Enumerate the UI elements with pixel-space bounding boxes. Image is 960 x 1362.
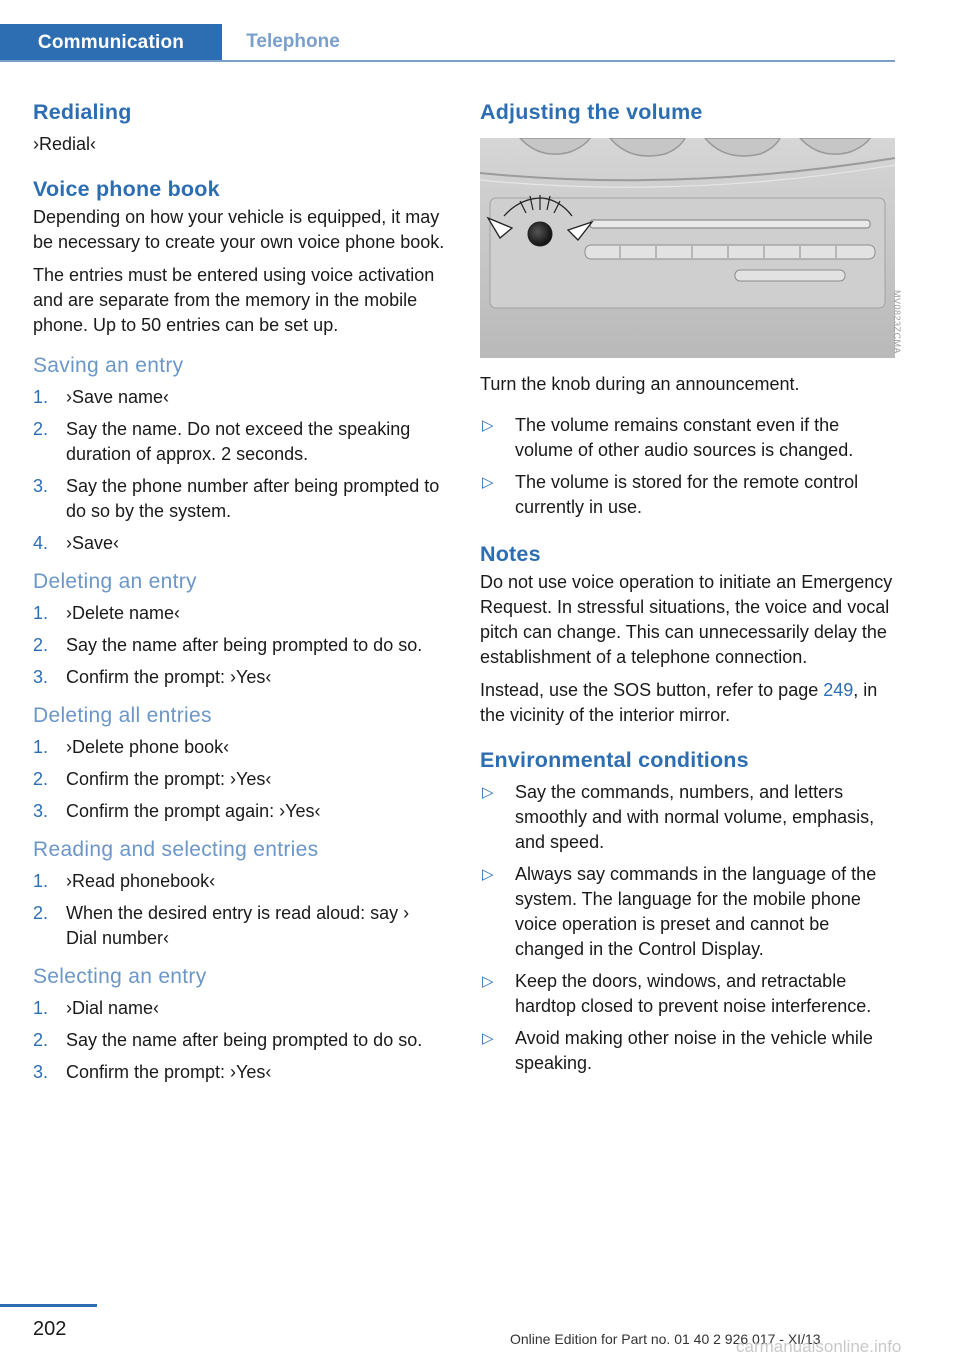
triangle-bullet-icon: ▷ bbox=[482, 784, 494, 801]
section-notes bbox=[480, 540, 898, 728]
list-item bbox=[33, 901, 445, 951]
list-item bbox=[33, 417, 445, 467]
step-text: Confirm the prompt: ›Yes‹ bbox=[66, 769, 272, 789]
left-column bbox=[33, 98, 445, 1097]
section-environmental-conditions bbox=[480, 746, 898, 1076]
heading-selecting-entry: Selecting an entry bbox=[33, 965, 207, 988]
bullet-text: Avoid making other noise in the vehicle while speaking. bbox=[515, 1028, 873, 1073]
list-item bbox=[33, 531, 445, 556]
tab-communication: Communication bbox=[0, 24, 222, 62]
step-text: ›Read phonebook‹ bbox=[66, 871, 216, 891]
step-text: Confirm the prompt: ›Yes‹ bbox=[66, 1062, 272, 1082]
voice-book-paragraph-1: Depending on how your vehicle is equipped, it may be necessary to create your own voice phone book. bbox=[33, 207, 445, 252]
dashboard-illustration bbox=[480, 138, 895, 358]
triangle-bullet-icon: ▷ bbox=[482, 417, 494, 434]
list-item bbox=[33, 474, 445, 524]
heading-deleting-all: Deleting all entries bbox=[33, 704, 212, 727]
list-item bbox=[33, 1060, 445, 1085]
step-text: ›Dial name‹ bbox=[66, 998, 160, 1018]
heading-adjusting-volume: Adjusting the volume bbox=[480, 100, 703, 124]
step-text: ›Delete name‹ bbox=[66, 603, 181, 623]
list-item bbox=[33, 601, 445, 626]
heading-notes: Notes bbox=[480, 542, 541, 566]
step-number: 1. bbox=[33, 737, 49, 757]
step-text: Say the name. Do not exceed the speaking duration of approx. 2 seconds. bbox=[66, 419, 411, 464]
environment-bullets bbox=[480, 780, 898, 1076]
deleting-all-steps bbox=[33, 735, 445, 824]
section-selecting-entry bbox=[33, 963, 445, 1085]
step-number: 1. bbox=[33, 998, 49, 1018]
step-text: Confirm the prompt: ›Yes‹ bbox=[66, 667, 272, 687]
bullet-text: The volume remains constant even if the volume of other audio sources is changed. bbox=[515, 415, 854, 460]
step-number: 3. bbox=[33, 1062, 49, 1082]
list-item bbox=[480, 862, 898, 962]
selecting-steps bbox=[33, 996, 445, 1085]
edition-note: Online Edition for Part no. 01 40 2 926 017 - XI/13 bbox=[510, 1331, 821, 1347]
right-column bbox=[480, 98, 898, 1088]
heading-environmental-conditions: Environmental conditions bbox=[480, 748, 749, 772]
notes-text-after-link: , in the vicinity of the interior mirror. bbox=[480, 680, 878, 725]
step-text: When the desired entry is read aloud: say › Dial number‹ bbox=[66, 903, 410, 948]
list-item bbox=[33, 996, 445, 1021]
notes-paragraph-2 bbox=[480, 678, 898, 728]
step-text: Say the phone number after being prompted to do so by the system. bbox=[66, 476, 440, 521]
list-item bbox=[33, 799, 445, 824]
triangle-bullet-icon: ▷ bbox=[482, 1030, 494, 1047]
list-item bbox=[33, 633, 445, 658]
deleting-steps bbox=[33, 601, 445, 690]
step-number: 1. bbox=[33, 603, 49, 623]
watermark: carmanualsonline.info bbox=[736, 1337, 902, 1356]
step-number: 3. bbox=[33, 801, 49, 821]
bullet-text: Say the commands, numbers, and letters smoothly and with normal volume, emphasis, and speed. bbox=[515, 782, 875, 852]
volume-knob-illustration bbox=[480, 138, 895, 358]
list-item bbox=[33, 665, 445, 690]
redial-command: ›Redial‹ bbox=[33, 134, 97, 154]
list-item bbox=[33, 735, 445, 760]
heading-voice-phone-book: Voice phone book bbox=[33, 177, 220, 201]
step-text: Say the name after being prompted to do so. bbox=[66, 1030, 423, 1050]
triangle-bullet-icon: ▷ bbox=[482, 474, 494, 491]
list-item bbox=[480, 413, 898, 463]
list-item bbox=[480, 1026, 898, 1076]
step-number: 2. bbox=[33, 769, 49, 789]
list-item bbox=[33, 869, 445, 894]
footer-divider bbox=[0, 1304, 97, 1307]
notes-text-before-link: Instead, use the SOS button, refer to page bbox=[480, 680, 824, 700]
triangle-bullet-icon: ▷ bbox=[482, 973, 494, 990]
list-item bbox=[480, 470, 898, 520]
heading-saving-entry: Saving an entry bbox=[33, 354, 184, 377]
page-header bbox=[0, 24, 895, 62]
list-item bbox=[33, 385, 445, 410]
step-text: ›Delete phone book‹ bbox=[66, 737, 230, 757]
step-number: 2. bbox=[33, 419, 49, 439]
step-number: 4. bbox=[33, 533, 49, 553]
step-text: ›Save name‹ bbox=[66, 387, 170, 407]
list-item bbox=[480, 780, 898, 855]
step-text: Confirm the prompt again: ›Yes‹ bbox=[66, 801, 321, 821]
figure-code: MV0823ZCMA bbox=[892, 290, 902, 355]
list-item bbox=[480, 969, 898, 1019]
step-number: 2. bbox=[33, 1030, 49, 1050]
section-saving-entry bbox=[33, 352, 445, 556]
step-number: 3. bbox=[33, 476, 49, 496]
tab-telephone: Telephone bbox=[246, 31, 340, 52]
saving-steps bbox=[33, 385, 445, 556]
bullet-text: The volume is stored for the remote control currently in use. bbox=[515, 472, 859, 517]
section-voice-phone-book bbox=[33, 175, 445, 338]
page-reference-link[interactable]: 249 bbox=[823, 680, 854, 700]
volume-bullets bbox=[480, 413, 898, 520]
section-adjusting-volume bbox=[480, 98, 898, 520]
volume-caption: Turn the knob during an announcement. bbox=[480, 374, 800, 394]
step-number: 1. bbox=[33, 871, 49, 891]
step-number: 1. bbox=[33, 387, 49, 407]
heading-reading-selecting: Reading and selecting entries bbox=[33, 838, 319, 861]
reading-steps bbox=[33, 869, 445, 951]
step-text: Say the name after being prompted to do so. bbox=[66, 635, 423, 655]
notes-paragraph-1: Do not use voice operation to initiate an Emergency Request. In stressful situations, the voice and vocal pitch can change. This can unnecessarily delay the establishment of a telephone connection. bbox=[480, 572, 893, 667]
list-item bbox=[33, 1028, 445, 1053]
heading-deleting-entry: Deleting an entry bbox=[33, 570, 197, 593]
section-deleting-entry bbox=[33, 568, 445, 690]
step-number: 2. bbox=[33, 903, 49, 923]
bullet-text: Always say commands in the language of the system. The language for the mobile phone voice operation is preset and cannot be changed in the Control Display. bbox=[515, 864, 877, 959]
step-text: ›Save‹ bbox=[66, 533, 120, 553]
step-number: 3. bbox=[33, 667, 49, 687]
step-number: 2. bbox=[33, 635, 49, 655]
header-divider bbox=[0, 60, 895, 62]
page-number: 202 bbox=[33, 1318, 67, 1340]
bullet-text: Keep the doors, windows, and retractable hardtop closed to prevent noise interference. bbox=[515, 971, 872, 1016]
section-redialing bbox=[33, 98, 445, 157]
voice-book-paragraph-2: The entries must be entered using voice activation and are separate from the memory in the mobile phone. Up to 50 entries can be set up. bbox=[33, 265, 435, 335]
heading-redialing: Redialing bbox=[33, 100, 132, 124]
section-reading-selecting bbox=[33, 836, 445, 951]
list-item bbox=[33, 767, 445, 792]
triangle-bullet-icon: ▷ bbox=[482, 866, 494, 883]
section-deleting-all bbox=[33, 702, 445, 824]
